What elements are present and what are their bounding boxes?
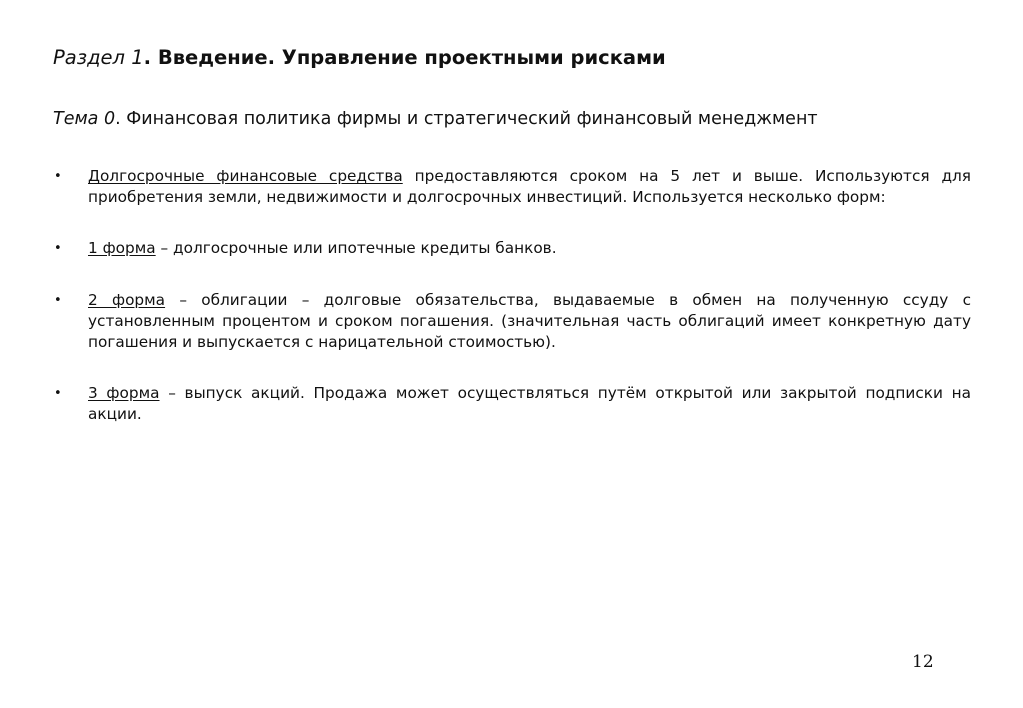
bullet-text: предоставляются сроком на 5 лет и выше. Используются для приобретения земли, недвижимости и долгосрочных инвестиций. Используется несколько форм: bbox=[88, 167, 972, 207]
topic-heading bbox=[53, 106, 818, 132]
section-heading bbox=[53, 44, 666, 72]
section-prefix: Раздел 1 bbox=[53, 46, 144, 69]
bullet-term: Долгосрочные финансовые средства bbox=[88, 167, 403, 185]
list-item bbox=[53, 290, 971, 354]
bullet-marker: • bbox=[54, 385, 62, 401]
bullet-text: – выпуск акций. Продажа может осуществляться путём открытой или закрытой подписки на акции. bbox=[88, 383, 971, 424]
page-number: 12 bbox=[912, 652, 934, 672]
bullet-text: – облигации – долговые обязательства, выдаваемые в обмен на полученную ссуду с установленным процентом и сроком погашения. (значительная часть облигаций имеет конкретную дату погашения и выпускается с нарицательной стоимостью). bbox=[88, 290, 972, 352]
bullet-term: 2 форма bbox=[88, 290, 166, 309]
topic-prefix: Тема 0 bbox=[53, 109, 116, 129]
bullet-list bbox=[53, 166, 971, 454]
list-item bbox=[53, 166, 971, 209]
bullet-marker: • bbox=[54, 292, 62, 308]
section-title: . Введение. Управление проектными рисками bbox=[143, 46, 666, 69]
topic-title: . Финансовая политика фирмы и стратегический финансовый менеджмент bbox=[115, 109, 818, 129]
list-item bbox=[53, 383, 971, 426]
bullet-marker: • bbox=[54, 240, 62, 256]
bullet-term: 3 форма bbox=[88, 383, 160, 402]
list-item bbox=[53, 238, 971, 259]
bullet-marker: • bbox=[54, 169, 62, 184]
bullet-term: 1 форма bbox=[88, 238, 156, 257]
bullet-text: – долгосрочные или ипотечные кредиты банков. bbox=[155, 238, 557, 257]
